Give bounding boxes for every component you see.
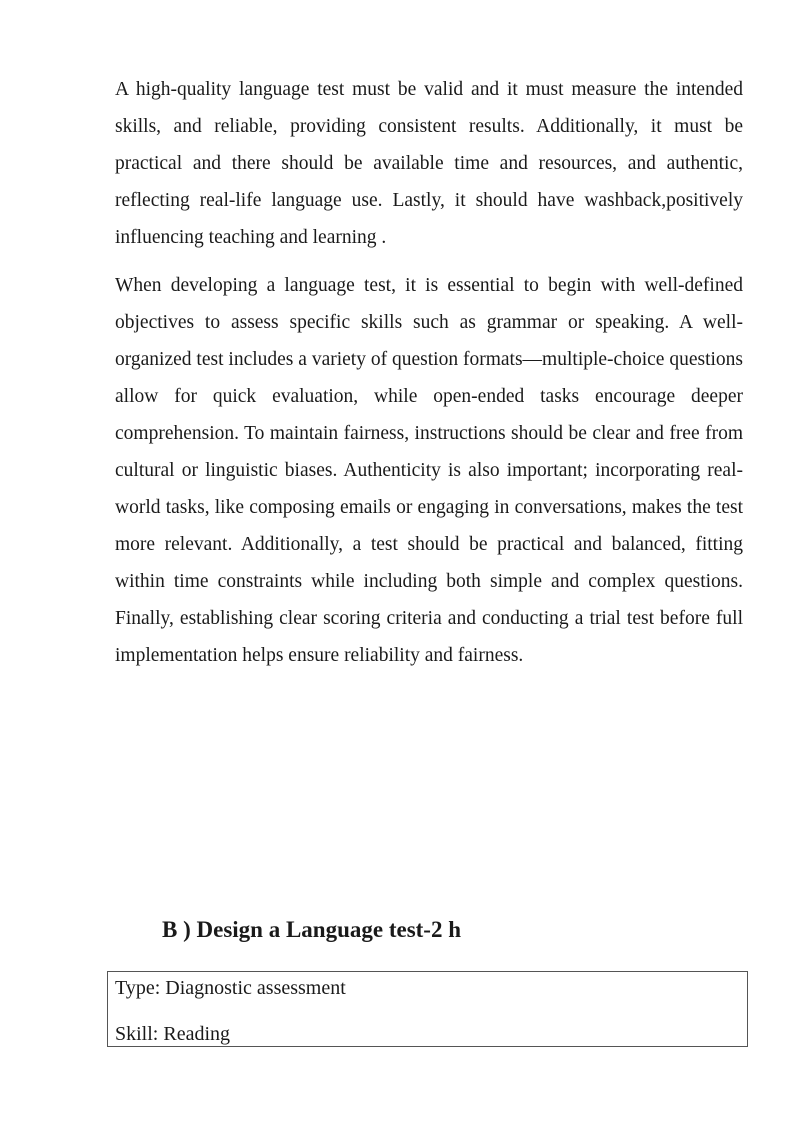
body-paragraph-1: A high-quality language test must be valid and it must measure the intended skills, and reliable, providing consistent results. Additionally, it must be practical and there should be available time and resources, and authentic, reflecting real-life language use. Lastly, it should have washback,positively influencing teaching and learning . bbox=[115, 79, 743, 248]
body-paragraph-2: When developing a language test, it is essential to begin with well-defined objectives to assess specific skills such as grammar or speaking. A well-organized test includes a variety of question formats—multiple-choice questions allow for quick evaluation, while open-ended tasks encourage deeper comprehension. To maintain fairness, instructions should be clear and free from cultural or linguistic biases. Authenticity is also important; incorporating real-world tasks, like composing emails or engaging in conversations, makes the test more relevant. Additionally, a test should be practical and balanced, fitting within time constraints while including both simple and complex questions. Finally, establishing clear scoring criteria and conducting a trial test before full implementation helps ensure reliability and fairness. bbox=[115, 275, 743, 666]
test-info-box bbox=[107, 971, 748, 1047]
test-skill-line: Skill: Reading bbox=[115, 1023, 230, 1045]
test-type-line: Type: Diagnostic assessment bbox=[115, 977, 346, 999]
section-heading: B ) Design a Language test-2 h bbox=[162, 917, 462, 942]
